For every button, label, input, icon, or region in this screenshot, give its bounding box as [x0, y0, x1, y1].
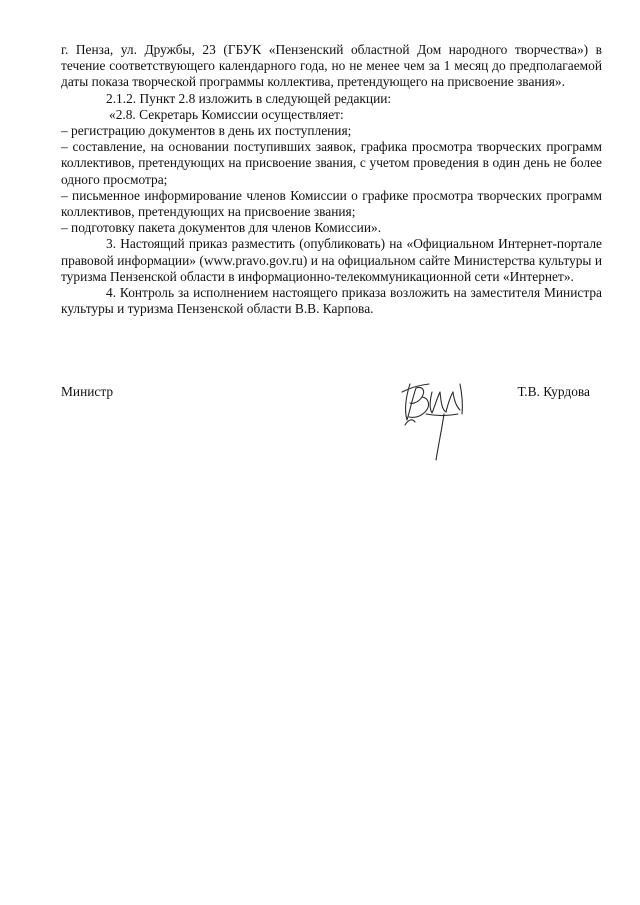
signature-block [61, 378, 602, 468]
signer-title: Министр [61, 384, 114, 399]
list-item-registration: – регистрацию документов в день их поступления; [61, 123, 352, 139]
paragraph-item-4: 4. Контроль за исполнением настоящего приказа возложить на заместителя Министра культуры и туризма Пензенской области В.В. Карпова. [61, 285, 602, 317]
list-item-preparation: – подготовку пакета документов для членов Комиссии». [61, 220, 382, 236]
paragraph-item-3: 3. Настоящий приказ разместить (опубликовать) на «Официальном Интернет-портале правовой информации» (www.pravo.gov.ru) и на официальном сайте Министерства культуры и туризма Пензенской области в информационно-телекоммуникационной сети «Интернет». [61, 236, 602, 284]
paragraph-item-2-8: «2.8. Секретарь Комиссии осуществляет: [109, 106, 344, 122]
signer-name: Т.В. Курдова [517, 384, 590, 399]
document-body [61, 42, 602, 317]
list-item-informing: – письменное информирование членов Комиссии о графике просмотра творческих программ коллективов, претендующих на присвоение звания; [61, 187, 602, 220]
paragraph-continuation: г. Пенза, ул. Дружбы, 23 (ГБУК «Пензенский областной Дом народного творчества») в течение соответствующего календарного года, но не менее чем за 1 месяц до предполагаемой даты показа творческой программы коллектива, претендующего на присвоение звания». [61, 42, 602, 90]
handwritten-signature [396, 370, 486, 465]
list-item-schedule: – составление, на основании поступивших заявок, графика просмотра творческих программ коллективов, претендующих на присвоение звания, с учетом проведения в один день не более одного просмотра; [61, 139, 602, 187]
paragraph-item-2-1-2: 2.1.2. Пункт 2.8 изложить в следующей редакции: [106, 90, 392, 106]
